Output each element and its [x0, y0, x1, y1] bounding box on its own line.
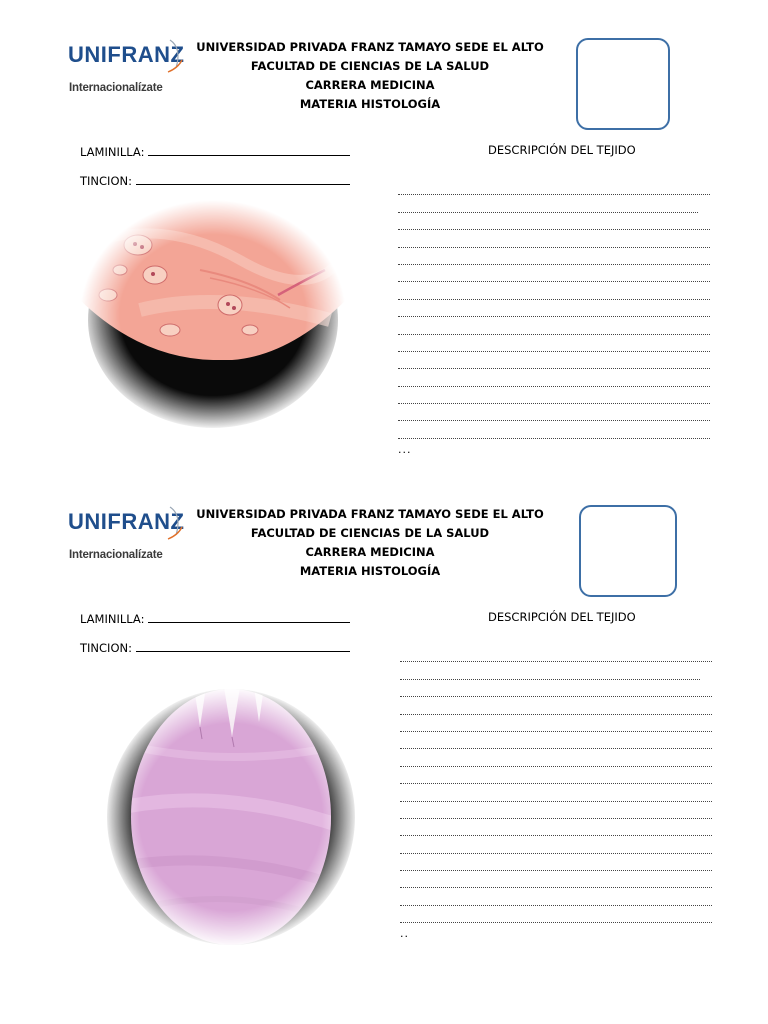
dotted-line[interactable]	[398, 282, 710, 299]
institution-header	[180, 505, 560, 581]
institution-header	[180, 38, 560, 114]
tincion-field[interactable]	[80, 639, 350, 655]
dotted-line[interactable]	[400, 749, 712, 766]
dotted-line[interactable]	[398, 387, 710, 404]
photo-box[interactable]	[579, 505, 677, 597]
dotted-line[interactable]	[400, 819, 712, 836]
laminilla-blank[interactable]	[148, 143, 350, 156]
dotted-line[interactable]	[400, 802, 712, 819]
laminilla-blank[interactable]	[148, 610, 350, 623]
tincion-blank[interactable]	[136, 172, 350, 185]
tincion-label: TINCION:	[80, 174, 132, 188]
tincion-field[interactable]	[80, 172, 350, 188]
histology-sheet-2	[0, 467, 768, 957]
micrograph-image	[80, 200, 346, 430]
dotted-line[interactable]	[400, 697, 712, 714]
dotted-line[interactable]	[398, 335, 710, 352]
header-faculty: FACULTAD DE CIENCIAS DE LA SALUD	[250, 59, 490, 73]
photo-box[interactable]	[576, 38, 670, 130]
laminilla-label: LAMINILLA:	[80, 612, 145, 626]
description-lines[interactable]	[400, 645, 712, 940]
dotted-line[interactable]	[398, 404, 710, 421]
dotted-line[interactable]	[398, 248, 710, 265]
logo-brand: UNIFRANZ	[68, 42, 185, 67]
tincion-blank[interactable]	[136, 639, 350, 652]
dotted-line[interactable]	[400, 854, 712, 871]
dotted-line[interactable]	[400, 645, 712, 662]
dotted-line[interactable]	[398, 300, 710, 317]
unifranz-logo	[68, 38, 185, 100]
dotted-line[interactable]	[398, 317, 710, 334]
dotted-line[interactable]	[398, 265, 710, 282]
description-lines[interactable]	[398, 178, 710, 456]
dotted-line[interactable]	[400, 836, 712, 853]
dotted-line[interactable]	[398, 421, 710, 438]
header-faculty: FACULTAD DE CIENCIAS DE LA SALUD	[250, 526, 490, 540]
unifranz-logo	[68, 505, 185, 567]
dotted-line[interactable]	[398, 369, 710, 386]
descripcion-title: DESCRIPCIÓN DEL TEJIDO	[488, 143, 636, 157]
dotted-line[interactable]	[400, 906, 712, 923]
dotted-line[interactable]	[400, 680, 712, 697]
header-university: UNIVERSIDAD PRIVADA FRANZ TAMAYO SEDE EL ALTO	[196, 40, 544, 54]
dotted-line[interactable]	[398, 352, 710, 369]
dots-end: ...	[398, 442, 412, 456]
header-subject: MATERIA HISTOLOGÍA	[299, 564, 441, 578]
laminilla-field[interactable]	[80, 610, 350, 626]
dotted-line[interactable]	[398, 195, 698, 212]
dotted-line[interactable]	[400, 732, 712, 749]
tincion-label: TINCION:	[80, 641, 132, 655]
dotted-line[interactable]	[400, 767, 712, 784]
dotted-line[interactable]	[400, 662, 700, 679]
dotted-line[interactable]	[400, 715, 712, 732]
dotted-line[interactable]	[398, 213, 710, 230]
header-career: CARRERA MEDICINA	[305, 78, 435, 92]
descripcion-title: DESCRIPCIÓN DEL TEJIDO	[488, 610, 636, 624]
laminilla-label: LAMINILLA:	[80, 145, 145, 159]
header-subject: MATERIA HISTOLOGÍA	[299, 97, 441, 111]
header-career: CARRERA MEDICINA	[305, 545, 435, 559]
dotted-line[interactable]	[398, 178, 710, 195]
histology-sheet-1	[0, 0, 768, 490]
dotted-line[interactable]	[400, 784, 712, 801]
logo-tagline: Internacionalízate	[69, 82, 163, 94]
dots-end: ..	[400, 927, 409, 941]
logo-tagline: Internacionalízate	[69, 549, 163, 561]
micrograph-image	[104, 687, 358, 947]
dotted-line[interactable]	[400, 888, 712, 905]
logo-brand: UNIFRANZ	[68, 509, 185, 534]
dotted-line[interactable]	[400, 871, 712, 888]
laminilla-field[interactable]	[80, 143, 350, 159]
dotted-line[interactable]	[398, 230, 710, 247]
header-university: UNIVERSIDAD PRIVADA FRANZ TAMAYO SEDE EL ALTO	[196, 507, 544, 521]
